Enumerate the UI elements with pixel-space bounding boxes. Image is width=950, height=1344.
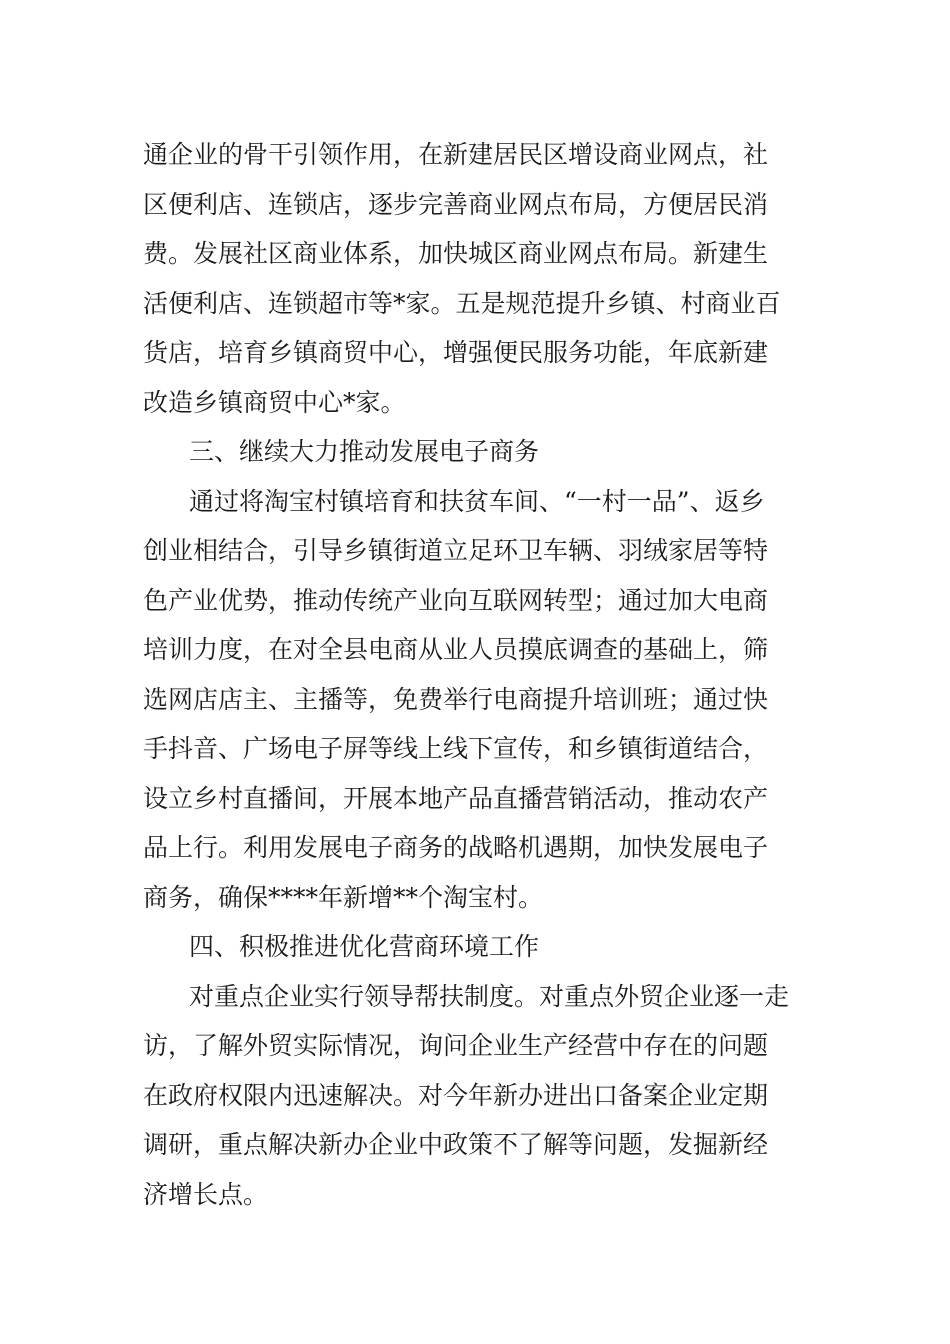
text-line: 创业相结合，引导乡镇街道立足环卫车辆、羽绒家居等特 bbox=[143, 536, 769, 565]
text-line: 货店，培育乡镇商贸中心，增强便民服务功能，年底新建 bbox=[143, 338, 769, 367]
text-line: 设立乡村直播间，开展本地产品直播营销活动，推动农产 bbox=[143, 783, 769, 813]
text-line: 对重点企业实行领导帮扶制度。对重点外贸企业逐一走 bbox=[189, 981, 790, 1011]
text-line: 活便利店、连锁超市等*家。五是规范提升乡镇、村商业百 bbox=[143, 288, 781, 318]
text-line: 费。发展社区商业体系，加快城区商业网点布局。新建生 bbox=[143, 239, 769, 268]
text-line: 济增长点。 bbox=[143, 1179, 269, 1209]
document-body bbox=[143, 130, 809, 1219]
text-line: 调研，重点解决新办企业中政策不了解等问题，发掘新经 bbox=[143, 1130, 769, 1159]
text-line: 改造乡镇商贸中心*家。 bbox=[143, 387, 406, 417]
text-line: 手抖音、广场电子屏等线上线下宣传，和乡镇街道结合， bbox=[143, 734, 769, 763]
text-line: 培训力度，在对全县电商从业人员摸底调查的基础上，筛 bbox=[143, 635, 769, 664]
text-line: 通企业的骨干引领作用，在新建居民区增设商业网点，社 bbox=[143, 140, 769, 169]
section-heading: 三、继续大力推动发展电子商务 bbox=[189, 437, 540, 466]
text-line: 在政府权限内迅速解决。对今年新办进出口备案企业定期 bbox=[143, 1080, 769, 1110]
text-line: 色产业优势，推动传统产业向互联网转型；通过加大电商 bbox=[143, 585, 769, 615]
text-line: 品上行。利用发展电子商务的战略机遇期，加快发展电子 bbox=[143, 833, 769, 862]
text-line: 商务，确保****年新增**个淘宝村。 bbox=[143, 882, 544, 912]
text-line: 选网店店主、主播等，免费举行电商提升培训班；通过快 bbox=[143, 684, 769, 714]
text-line: 访，了解外贸实际情况，询问企业生产经营中存在的问题 bbox=[143, 1031, 769, 1060]
text-line: 通过将淘宝村镇培育和扶贫车间、“一村一品”、返乡 bbox=[189, 486, 765, 516]
text-line: 区便利店、连锁店，逐步完善商业网点布局，方便居民消 bbox=[143, 189, 769, 219]
section-heading: 四、积极推进优化营商环境工作 bbox=[189, 932, 540, 961]
